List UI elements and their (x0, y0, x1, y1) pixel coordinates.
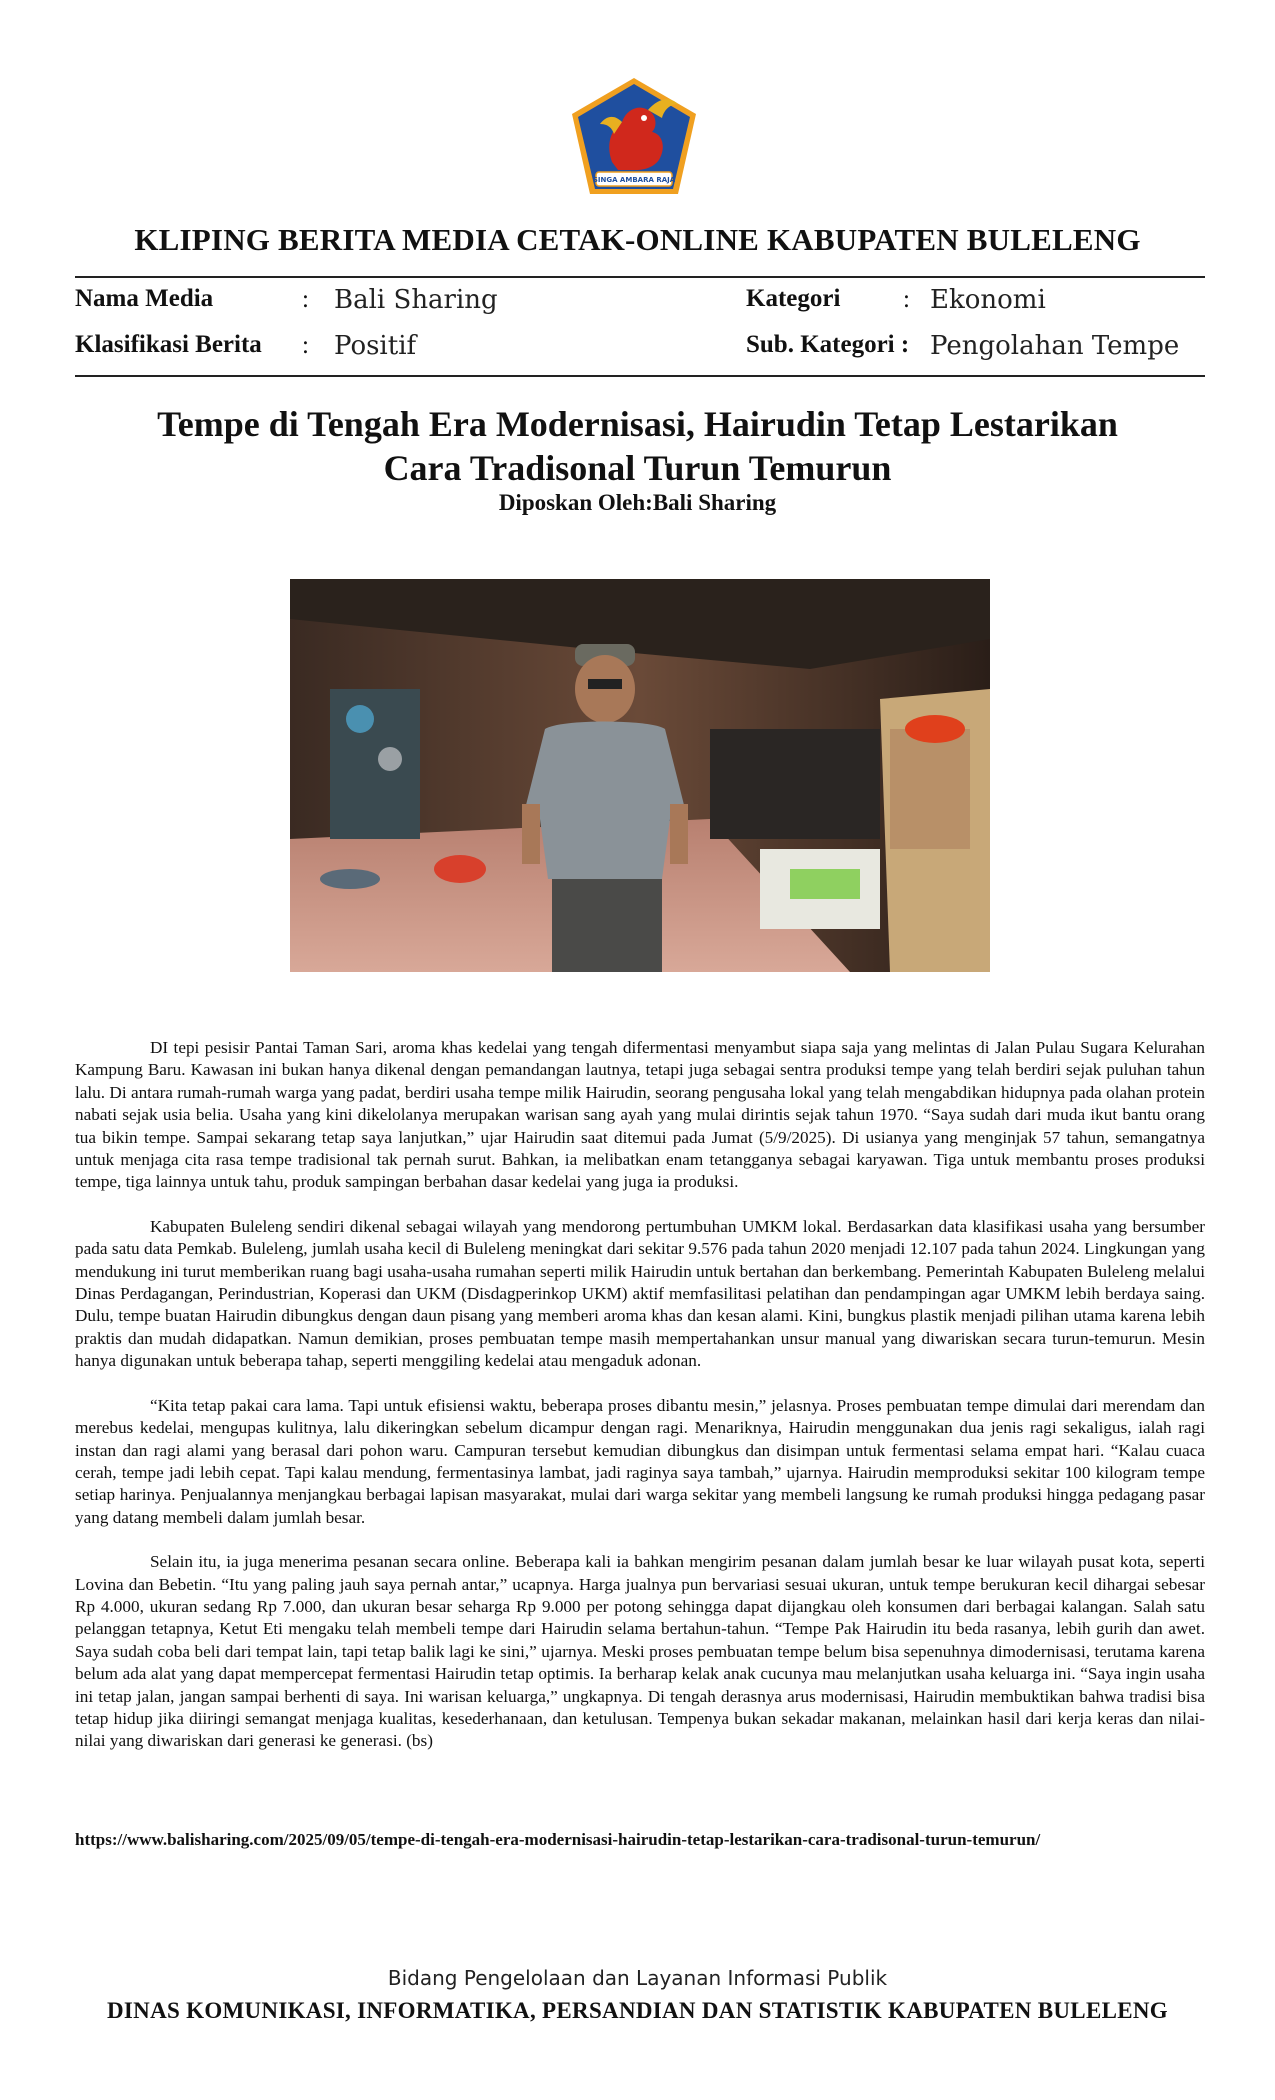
subkategori-value: Pengolahan Tempe (930, 331, 1180, 361)
media-value: Bali Sharing (334, 285, 498, 315)
article-paragraph: “Kita tetap pakai cara lama. Tapi untuk efisiensi waktu, beberapa proses dibantu mesin,” jelasnya. Proses pembuatan tempe dimulai dari merendam dan merebus kedelai, mengupas kulitnya, lalu dikeringkan sebelum dicampur dengan ragi. Menariknya, Hairudin menggunakan dua jenis ragi sekaligus, ialah ragi instan dan ragi alami yang berasal dari pohon waru. Campuran tersebut kemudian dibungkus dan disimpan untuk fermentasi selama empat hari. “Kalau cuaca cerah, tempe jadi lebih cepat. Tapi kalau mendung, fermentasinya lambat, jadi raginya saya tambah,” ujarnya. Hairudin memproduksi sekitar 100 kilogram tempe setiap harinya. Penjualannya menjangkau berbagai lapisan masyarakat, mulai dari warga sekitar yang membeli langsung ke rumah produksi hingga pedagang pasar yang datang membeli dalam jumlah besar. (75, 1395, 1205, 1527)
divider-bottom (75, 375, 1205, 377)
media-colon: : (302, 286, 309, 313)
subkategori-label: Sub. Kategori : (746, 331, 910, 358)
kategori-colon: : (903, 286, 910, 313)
klasifikasi-colon: : (302, 332, 309, 359)
logo-motto: SINGA AMBARA RAJA (592, 176, 676, 184)
kliping-title: KLIPING BERITA MEDIA CETAK-ONLINE KABUPATEN BULELENG (134, 222, 1141, 257)
article-paragraph: DI tepi pesisir Pantai Taman Sari, aroma khas kedelai yang tengah difermentasi menyambut siapa saja yang melintas di Jalan Pulau Sugara Kelurahan Kampung Baru. Kawasan ini bukan hanya dikenal dengan pemandangan lautnya, tetapi juga sebagai sentra produksi tempe yang telah berdiri sejak puluhan tahun lalu. Di antara rumah-rumah warga yang padat, berdiri usaha tempe milik Hairudin, seorang pengusaha lokal yang telah mengabdikan hidupnya pada olahan protein nabati sejak usia belia. Usaha yang kini dikelolanya merupakan warisan sang ayah yang mulai dirintis sejak tahun 1970. “Saya sudah dari muda ikut bantu orang tua bikin tempe. Sampai sekarang tetap saya lanjutkan,” ujar Hairudin saat ditemui pada Jumat (5/9/2025). Di usianya yang menginjak 57 tahun, semangatnya untuk menjaga cita rasa tempe tradisional tak pernah surut. Bahkan, ia melibatkan enam tetangganya sebagai karyawan. Tiga untuk membantu proses produksi tempe, tiga lainnya untuk tahu, produk sampingan berbahan dasar kedelai yang juga ia produksi. (75, 1038, 1205, 1192)
kategori-label: Kategori (746, 285, 841, 312)
headline-line-2: Cara Tradisonal Turun Temurun (383, 448, 892, 488)
headline-line-1: Tempe di Tengah Era Modernisasi, Hairudin Tetap Lestarikan (157, 404, 1118, 444)
divider-top (75, 276, 1205, 278)
article-paragraph: Selain itu, ia juga menerima pesanan secara online. Beberapa kali ia bahkan mengirim pesanan dalam jumlah besar ke luar wilayah pusat kota, seperti Lovina dan Bebetin. “Itu yang paling jauh saya pernah antar,” ucapnya. Harga jualnya pun bervariasi sesuai ukuran, untuk tempe berukuran kecil dihargai sebesar Rp 4.000, ukuran sedang Rp 7.000, dan ukuran besar seharga Rp 9.000 per potong sehingga dapat dijangkau oleh konsumen dari berbagai kalangan. Salah satu pelanggan tetapnya, Ketut Eti mengaku telah membeli tempe dari Hairudin selama bertahun-tahun. “Tempe Pak Hairudin itu beda rasanya, lebih gurih dan awet. Saya sudah coba beli dari tempat lain, tapi tetap balik lagi ke sini,” ujarnya. Meski proses pembuatan tempe belum bisa sepenuhnya dimodernisasi, terutama karena belum ada alat yang dapat mempercepat fermentasi Hairudin tetap optimis. Ia berharap kelak anak cucunya mau melanjutkan usaha keluarga ini. “Saya ingin usaha ini tetap jalan, jangan sampai berhenti di saya. Ini warisan keluarga,” ungkapnya. Di tengah derasnya arus modernisasi, Hairudin membuktikan bahwa tradisi bisa tetap hidup jika diiringi semangat menjaga kualitas, kesederhanaan, dan ketulusan. Tempenya bukan sekadar makanan, melainkan hasil dari kerja keras dan nilai-nilai yang diwariskan dari generasi ke generasi. (bs) (75, 1552, 1205, 1751)
footer-agency: DINAS KOMUNIKASI, INFORMATIKA, PERSANDIAN DAN STATISTIK KABUPATEN BULELENG (107, 1998, 1168, 2023)
source-url-link[interactable]: https://www.balisharing.com/2025/09/05/tempe-di-tengah-era-modernisasi-hairudin-tetap-lestarikan-cara-tradisonal-turun-temurun/ (75, 1830, 1041, 1849)
klasifikasi-label: Klasifikasi Berita (75, 331, 262, 358)
klasifikasi-value: Positif (334, 331, 417, 361)
footer-department: Bidang Pengelolaan dan Layanan Informasi Publik (387, 1966, 888, 1990)
regency-logo (566, 74, 702, 200)
tempe-workshop-photo (290, 579, 990, 972)
article-headline (0, 402, 1275, 490)
article-photo (290, 579, 990, 972)
article-body (75, 1037, 1205, 1775)
kategori-value: Ekonomi (930, 285, 1046, 315)
byline: Diposkan Oleh:Bali Sharing (498, 490, 777, 515)
singa-ambara-raja-emblem-icon (566, 74, 702, 200)
article-paragraph: Kabupaten Buleleng sendiri dikenal sebagai wilayah yang mendorong pertumbuhan UMKM lokal. Berdasarkan data klasifikasi usaha yang bersumber pada satu data Pemkab. Buleleng, jumlah usaha kecil di Buleleng meningkat dari sekitar 9.576 pada tahun 2020 menjadi 12.107 pada tahun 2024. Lingkungan yang mendukung ini turut memberikan ruang bagi usaha-usaha rumahan seperti milik Hairudin untuk bertahan dan berkembang. Pemerintah Kabupaten Buleleng melalui Dinas Perdagangan, Perindustrian, Koperasi dan UKM (Disdagperinkop UKM) aktif memfasilitasi pelatihan dan pendampingan agar UMKM lebih berdaya saing. Dulu, tempe buatan Hairudin dibungkus dengan daun pisang yang memberi aroma khas dan kesan alami. Kini, bungkus plastik menjadi pilihan utama karena lebih praktis dan mudah didapatkan. Namun demikian, proses pembuatan tempe masih mempertahankan unsur manual yang diwariskan secara turun-temurun. Mesin hanya digunakan untuk beberapa tahap, seperti menggiling kedelai atau mengaduk adonan. (75, 1216, 1205, 1371)
media-label: Nama Media (75, 285, 214, 312)
